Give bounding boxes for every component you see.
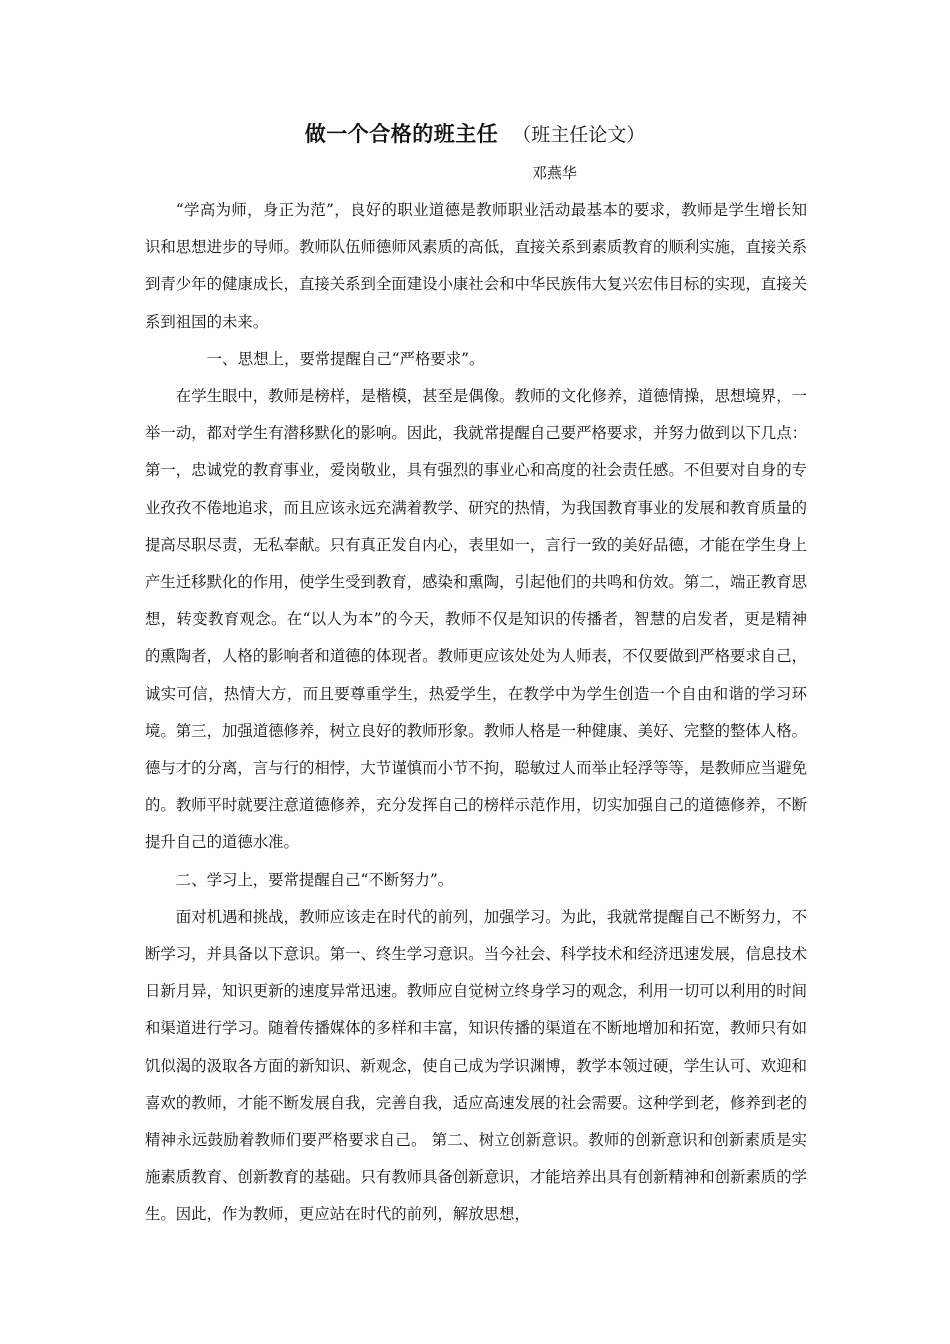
section-heading-text: 思想上，要常提醒自己“严格要求”。 [237, 349, 485, 368]
title-row [0, 118, 950, 148]
section-number: 一、 [206, 349, 238, 368]
paragraph-section-1: 在学生眼中，教师是榜样，是楷模，甚至是偶像。教师的文化修养，道德情操，思想境界，一举一动，都对学生有潜移默化的影响。因此，我就常提醒自己要严格要求，并努力做到以下几点：第一，忠诚党的教育事业，爱岗敬业，具有强烈的事业心和高度的社会责任感。不但要对自身的专业孜孜不倦地追求，而且应该永远充满着教学、研究的热情，为我国教育事业的发展和教育质量的提高尽职尽责，无私奉献。只有真正发自内心，表里如一，言行一致的美好品德，才能在学生身上产生迁移默化的作用，使学生受到教育，感染和熏陶，引起他们的共鸣和仿效。第二，端正教育思想，转变教育观念。在“以人为本”的今天，教师不仅是知识的传播者，智慧的启发者，更是精神的熏陶者，人格的影响者和道德的体现者。教师更应该处处为人师表，不仅要做到严格要求自己，诚实可信，热情大方，而且要尊重学生，热爱学生，在教学中为学生创造一个自由和谐的学习环境。第三，加强道德修养，树立良好的教师形象。教师人格是一种健康、美好、完整的整体人格。德与才的分离，言与行的相悖，大节谨慎而小节不拘，聪敏过人而举止轻浮等等，是教师应当避免的。教师平时就要注意道德修养，充分发挥自己的榜样示范作用，切实加强自己的道德修养，不断提升自己的道德水准。 [145, 387, 807, 852]
page-title: 做一个合格的班主任 [304, 122, 499, 146]
section-heading-2 [145, 862, 807, 899]
paragraph-section-2: 面对机遇和挑战，教师应该走在时代的前列，加强学习。为此，我就常提醒自己不断努力，不断学习，并具备以下意识。第一、终生学习意识。当今社会、科学技术和经济迅速发展，信息技术日新月异，知识更新的速度异常迅速。教师应自觉树立终身学习的观念，利用一切可以利用的时间和渠道进行学习。随着传播媒体的多样和丰富，知识传播的渠道在不断地增加和拓宽，教师只有如饥似渴的汲取各方面的新知识、新观念，使自己成为学识渊博，教学本领过硬，学生认可、欢迎和喜欢的教师，才能不断发展自我，完善自我，适应高速发展的社会需要。这种学到老，修养到老的精神永远鼓励着教师们要严格要求自己。 第二、树立创新意识。教师的创新意识和创新素质是实施素质教育、创新教育的基础。只有教师具备创新意识，才能培养出具有创新精神和创新素质的学生。因此，作为教师，更应站在时代的前列，解放思想， [145, 907, 807, 1224]
document-body [145, 192, 807, 1234]
author-name: 邓燕华 [532, 164, 578, 182]
section-heading-text: 学习上，要常提醒自己“不断努力”。 [206, 870, 454, 889]
section-number: 二、 [175, 870, 207, 889]
paragraph-intro: “学高为师，身正为范”，良好的职业道德是教师职业活动最基本的要求，教师是学生增长知识和思想进步的导师。教师队伍师德师风素质的高低，直接关系到素质教育的顺利实施，直接关系到青少年的健康成长，直接关系到全面建设小康社会和中华民族伟大复兴宏伟目标的实现，直接关系到祖国的未来。 [145, 201, 807, 331]
section-heading-1 [145, 341, 807, 378]
page-subtitle: （班主任论文） [512, 124, 646, 146]
